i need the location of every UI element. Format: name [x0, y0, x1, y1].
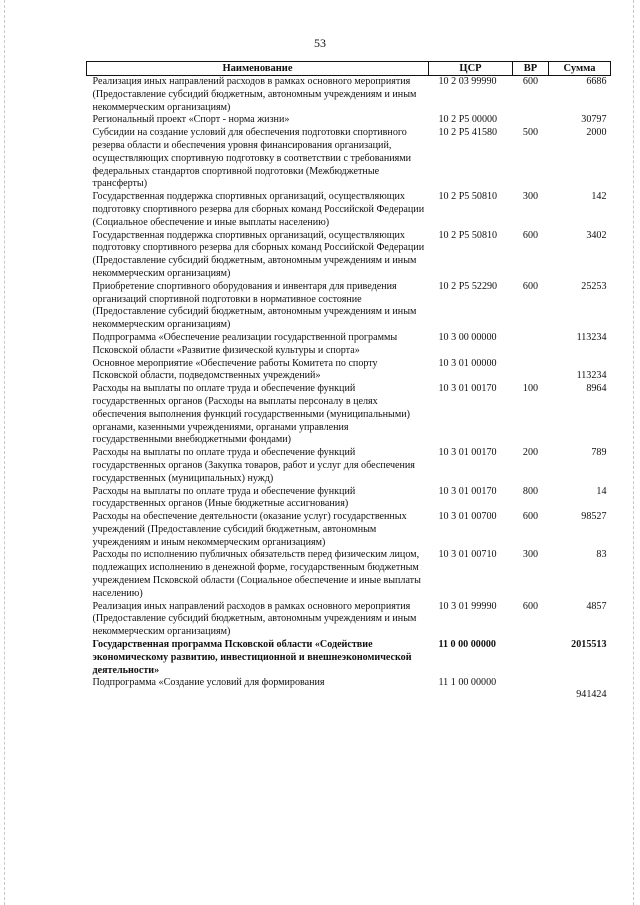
row-name-cell: Подпрограмма «Обеспечение реализации государственной программы Псковской области «Развитие физической культуры и спорта» [92, 331, 398, 356]
page-number: 53 [314, 36, 326, 50]
row-vr-cell [513, 332, 549, 358]
row-csr-cell: 10 2 Р5 41580 [438, 127, 498, 139]
table-row [87, 281, 611, 332]
row-csr-cell: 10 3 01 00170 [438, 485, 497, 497]
row-sum-cell: 2000 [586, 127, 607, 139]
table-body [87, 76, 611, 703]
left-scan-edge [4, 0, 5, 905]
row-vr-cell: 600 [522, 229, 539, 241]
row-sum-cell: 4857 [586, 600, 607, 612]
row-csr-cell: 10 3 01 00170 [438, 447, 497, 459]
row-vr-cell: 300 [522, 191, 539, 203]
row-sum-cell: 30797 [581, 114, 607, 126]
row-csr-cell: 10 2 Р5 52290 [438, 280, 498, 292]
table-header-row [87, 62, 611, 76]
row-sum-cell: 3402 [586, 229, 607, 241]
table-row [87, 486, 611, 512]
table-row [87, 191, 611, 229]
row-name-cell: Расходы на выплаты по оплате труда и обеспечение функций государственных органов (Иные бюджетные ассигнования) [92, 485, 356, 510]
row-csr-cell: 10 3 01 00170 [438, 383, 497, 395]
table-row [87, 549, 611, 600]
row-name-cell: Реализация иных направлений расходов в рамках основного мероприятия (Предоставление субсидий бюджетным, автономным учреждениям и иным некоммерческим организациям) [92, 76, 417, 113]
row-name-cell: Расходы на выплаты по оплате труда и обеспечение функций государственных органов (Закупка товаров, работ и услуг для обеспечения государственных (муниципальных) нужд) [92, 447, 415, 484]
row-name-cell: Реализация иных направлений расходов в рамках основного мероприятия (Предоставление субсидий бюджетным, автономным учреждениям и иным некоммерческим организациям) [92, 600, 417, 638]
table-row [87, 230, 611, 281]
row-sum-cell: 113234 [576, 369, 607, 381]
table-row [87, 332, 611, 358]
row-name-cell: Расходы по исполнению публичных обязательств перед физическим лицом, подлежащих исполнению в денежной форме, государственным бюджетным учреждением Псковской области (Социальное обеспечение и иные выплаты населению) [92, 549, 421, 599]
row-name-cell: Подпрограмма «Создание условий для формирования [92, 677, 325, 689]
row-sum-cell: 14 [596, 485, 607, 497]
table-row [87, 511, 611, 549]
row-csr-cell: 10 3 00 00000 [438, 331, 497, 343]
row-vr-cell: 600 [522, 280, 539, 292]
row-vr-cell: 600 [522, 76, 539, 87]
row-csr-cell: 11 0 00 00000 [438, 639, 496, 651]
row-sum-cell: 142 [591, 191, 607, 203]
table-row [87, 358, 611, 384]
row-vr-cell: 500 [522, 127, 539, 139]
table-row [87, 447, 611, 485]
row-csr-cell: 10 3 01 00710 [438, 549, 497, 561]
row-csr-cell: 10 3 01 99990 [438, 600, 497, 612]
row-name-cell: Региональный проект «Спорт - норма жизни» [92, 114, 290, 126]
row-vr-cell: 600 [522, 600, 539, 612]
row-name-cell: Расходы на обеспечение деятельности (оказание услуг) государственных учреждений (Предоставление субсидий бюджетным, автономным учреждениям и иным некоммерческим организациям) [92, 511, 407, 548]
row-csr-cell: 10 2 Р5 00000 [438, 114, 498, 126]
row-csr-cell: 10 2 03 99990 [438, 76, 497, 87]
row-csr-cell: 11 1 00 00000 [438, 677, 497, 689]
row-vr-cell: 800 [522, 485, 539, 497]
row-vr-cell: 200 [522, 447, 539, 459]
row-vr-cell: 300 [522, 549, 539, 561]
table-row [87, 76, 611, 115]
row-vr-cell [513, 358, 549, 384]
row-name-cell: Расходы на выплаты по оплате труда и обеспечение функций государственных органов (Расходы на выплаты персоналу в целях обеспечения выполнения функций государственными (муниципальными) органами, казенными учреждениями, органами управления государственными внебюджетными фондами) [92, 383, 410, 446]
row-sum-cell: 113234 [576, 331, 607, 343]
header-sum: Сумма [549, 62, 611, 76]
row-csr-cell: 10 2 Р5 50810 [438, 229, 498, 241]
row-csr-cell: 10 2 Р5 50810 [438, 191, 498, 203]
row-sum-cell: 8964 [586, 383, 607, 395]
row-name-cell: Основное мероприятие «Обеспечение работы Комитета по спорту Псковской области, подведомственных учреждений» [92, 357, 378, 382]
row-vr-cell [513, 677, 549, 702]
row-sum-cell: 941424 [576, 689, 607, 701]
table-row [87, 677, 611, 702]
row-sum-cell: 789 [591, 447, 607, 459]
row-sum-cell: 2015513 [571, 639, 607, 651]
table-row [87, 601, 611, 639]
table-row [87, 639, 611, 677]
row-sum-cell: 98527 [581, 511, 607, 523]
row-vr-cell: 100 [522, 383, 539, 395]
row-name-cell: Государственная программа Псковской области «Содействие экономическому развитию, инвестиционной и внешнеэкономической деятельности» [92, 639, 412, 676]
row-name-cell: Субсидии на создание условий для обеспечения подготовки спортивного резерва области и обеспечения уровня финансирования организаций, осуществляющих спортивную подготовку в соответствии с требованиями федеральных стандартов спортивной подготовки (Межбюджетные трансферты) [92, 127, 412, 190]
right-scan-edge [633, 0, 634, 905]
row-csr-cell: 10 3 01 00700 [438, 511, 497, 523]
row-csr-cell: 10 3 01 00000 [438, 357, 497, 369]
row-name-cell: Государственная поддержка спортивных организаций, осуществляющих подготовку спортивного резерва для сборных команд Российской Федерации (Социальное обеспечение и иные выплаты населению) [92, 191, 425, 228]
row-vr-cell [513, 639, 549, 677]
row-vr-cell [513, 114, 549, 127]
table-row [87, 127, 611, 191]
row-vr-cell: 600 [522, 511, 539, 523]
budget-table [86, 61, 611, 702]
header-csr: ЦСР [429, 62, 513, 76]
row-sum-cell: 25253 [581, 280, 607, 292]
row-sum-cell: 6686 [586, 76, 607, 87]
row-name-cell: Приобретение спортивного оборудования и инвентаря для приведения организаций спортивной подготовки в нормативное состояние (Предоставление субсидий бюджетным, автономным учреждениям и иным некоммерческим организациям) [92, 280, 417, 331]
row-name-cell: Государственная поддержка спортивных организаций, осуществляющих подготовку спортивного резерва для сборных команд Российской Федерации (Предоставление субсидий бюджетным, автономным учреждениям и иным некоммерческим организациям) [92, 229, 425, 279]
header-vr: ВР [513, 62, 549, 76]
row-sum-cell: 83 [596, 549, 607, 561]
table-row [87, 383, 611, 447]
table-row [87, 114, 611, 127]
header-name: Наименование [87, 62, 429, 76]
